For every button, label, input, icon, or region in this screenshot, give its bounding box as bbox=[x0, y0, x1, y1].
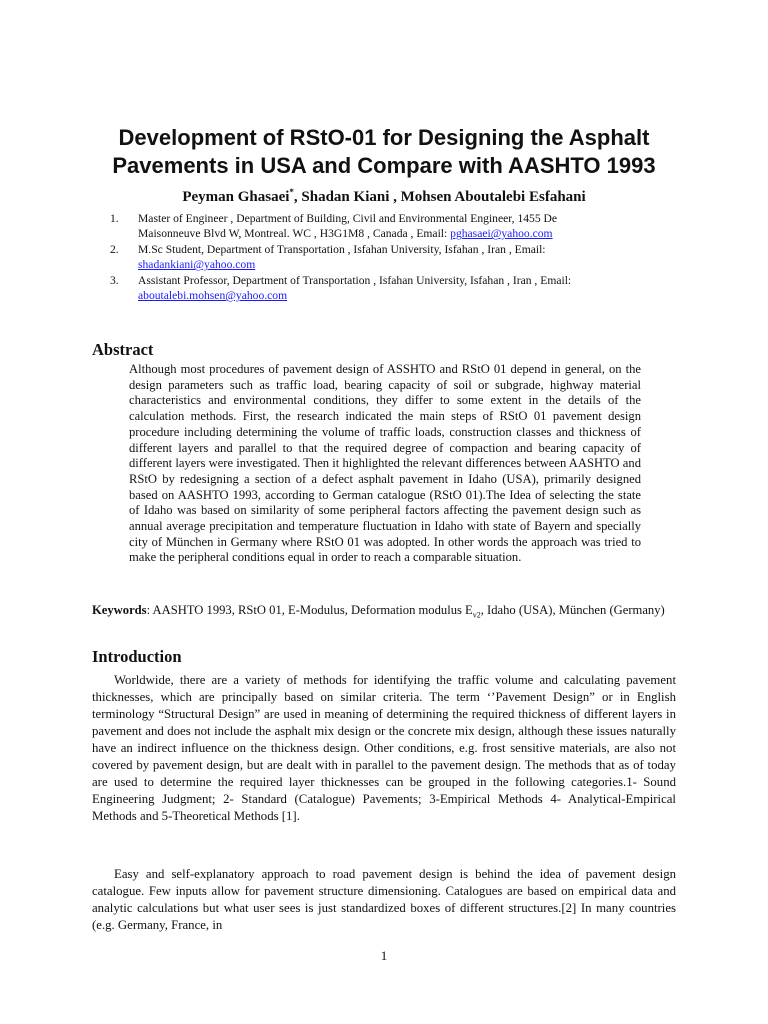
keywords-label: Keywords bbox=[92, 603, 147, 617]
affiliation-number: 3. bbox=[110, 273, 119, 287]
affiliation-text: Assistant Professor, Department of Transportation , Isfahan University, Isfahan , Iran , Email: bbox=[138, 273, 572, 287]
author-list bbox=[60, 183, 708, 206]
email-link[interactable]: shadankiani@yahoo.com bbox=[138, 258, 256, 272]
introduction-heading: Introduction bbox=[92, 647, 182, 666]
author-others: , Shadan Kiani , Mohsen Aboutalebi Esfahani bbox=[293, 189, 586, 205]
affiliation-text: Master of Engineer , Department of Building, Civil and Environmental Engineer, 1455 De Maisonneuve Blvd W, Montreal. WC , H3G1M8 , Canada , Email: bbox=[138, 212, 558, 241]
keywords-line bbox=[92, 602, 676, 624]
keywords-text: : AASHTO 1993, RStO 01, E-Modulus, Deformation modulus E bbox=[146, 603, 473, 617]
affiliation-list bbox=[110, 211, 610, 303]
affiliation-number: 2. bbox=[110, 242, 119, 256]
paper-title: Development of RStO-01 for Designing the Asphalt Pavements in USA and Compare with AASHTO 1993 bbox=[112, 125, 656, 178]
keywords-subscript: v2 bbox=[472, 610, 481, 620]
keywords-text-end: , Idaho (USA), München (Germany) bbox=[480, 603, 665, 617]
email-link[interactable]: aboutalebi.mohsen@yahoo.com bbox=[138, 289, 288, 303]
introduction-paragraph: Easy and self-explanatory approach to road pavement design is behind the idea of pavement design catalogue. Few inputs allow for pavement structure dimensioning. Catalogues are based on empirical data and analytic calculations but what user sees is just standardized boxes of different structures.[2] In many countries (e.g. Germany, France, in bbox=[92, 867, 676, 932]
affiliation-item bbox=[110, 211, 610, 242]
introduction-paragraph: Worldwide, there are a variety of methods for identifying the traffic volume and calculating pavement thicknesses, which are principally based on similar criteria. The term ‘’Pavement Design” or in English terminology “Structural Design” are used in meaning of determining the required thickness of different layers in pavement and does not include the asphalt mix design or the concrete mix design, although these issues naturally have an indirect influence on the thickness design. Other conditions, e.g. frost sensitive materials, are also not covered by pavement design, but are dealt with in parallel to the pavement design. The methods that as of today are used to determine the required layer thicknesses can be grouped in the following categories.1- Sound Engineering Judgment; 2- Standard (Catalogue) Pavements; 3-Empirical Methods 4- Analytical-Empirical Methods and 5-Theoretical Methods [1]. bbox=[92, 673, 676, 823]
affiliation-text: M.Sc Student, Department of Transportation , Isfahan University, Isfahan , Iran , Email: bbox=[138, 242, 546, 256]
author-first: Peyman Ghasaei bbox=[182, 189, 290, 205]
affiliation-number: 1. bbox=[110, 212, 119, 225]
abstract-heading: Abstract bbox=[92, 340, 154, 359]
affiliation-item bbox=[110, 242, 610, 273]
abstract-body: Although most procedures of pavement design of ASSHTO and RStO 01 depend in general, on the design parameters such as traffic load, bearing capacity of soil or subgrade, highway material characteristics and environmental conditions, they differ to some extent in the details of the calculation methods. First, the research indicated the main steps of RStO 01 pavement design procedure including determining the volume of traffic loads, construction classes and thickness of different layers and parallel to that the required degree of compaction and bearing capacity of different layers were investigated. Then it highlighted the relevant differences between AASHTO and RStO by redesigning a section of a defect asphalt pavement in Idaho (USA), primarily designed based on AASHTO 1993, according to German catalogue (RStO 01).The Idea of selecting the state of Idaho was based on similarity of some peripheral factors affecting the pavement design such as annual average precipitation and temperature fluctuation in Idaho with state of Bayern and specially city of München in Germany where RStO 01 was adopted. In other words the approach was tried to make the peripheral conditions equal in order to reach a comparable situation. bbox=[129, 362, 641, 565]
corresponding-author-mark: * bbox=[289, 187, 294, 197]
affiliation-item bbox=[110, 273, 610, 304]
page-number: 1 bbox=[380, 948, 388, 963]
email-link[interactable]: pghasaei@yahoo.com bbox=[450, 227, 553, 241]
